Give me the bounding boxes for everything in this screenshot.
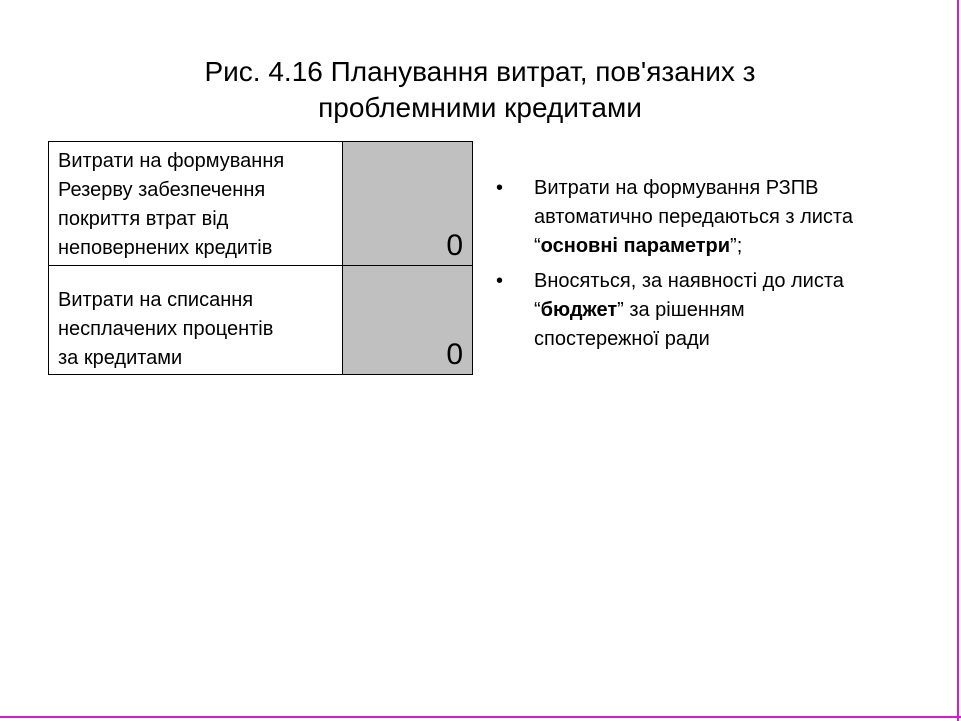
slide-border-bottom [0,716,961,718]
table-row [49,142,473,266]
note-line: автоматично передаються з листа [534,206,853,228]
note-line: спостережної ради [534,328,710,350]
expense-value: 0 [446,229,463,262]
note-line: Витрати на формування РЗПВ [534,177,819,199]
expense-label-cell [49,142,343,266]
expense-label-line: Витрати на формування [58,150,285,172]
expense-label-line: за кредитами [58,347,183,369]
open-quote: “ [534,235,541,257]
expense-label-line: неповернених кредитів [58,237,273,259]
slide-title-line-1: Рис. 4.16 Планування витрат, пов'язаних з [204,56,756,87]
list-item [496,267,936,354]
expense-label-line: покриття втрат від [58,208,229,230]
expense-value-cell[interactable] [343,266,473,375]
bullet-icon: • [496,177,504,199]
bullet-icon: • [496,270,504,292]
notes-list [496,174,936,360]
expense-table [48,141,473,375]
sheet-name-bold: основні параметри [540,235,731,257]
close-quote: ”; [730,235,743,257]
expense-value-cell[interactable] [343,142,473,266]
list-item [496,174,936,261]
slide-title-line-2: проблемними кредитами [318,92,642,123]
note-line [534,296,936,325]
open-quote: “ [534,299,541,321]
note-line: Вносяться, за наявності до листа [534,270,844,292]
sheet-name-bold: бюджет [540,299,618,321]
expense-value: 0 [446,338,463,371]
close-quote: ” за рішенням [617,299,745,321]
expense-label-line: несплачених процентів [58,318,274,340]
slide-title [110,54,850,126]
table-row [49,266,473,375]
slide-border-right [957,0,959,721]
note-line [534,232,936,261]
expense-label-line: Витрати на списання [58,289,254,311]
expense-label-cell [49,266,343,375]
expense-label-line: Резерву забезпечення [58,179,266,201]
